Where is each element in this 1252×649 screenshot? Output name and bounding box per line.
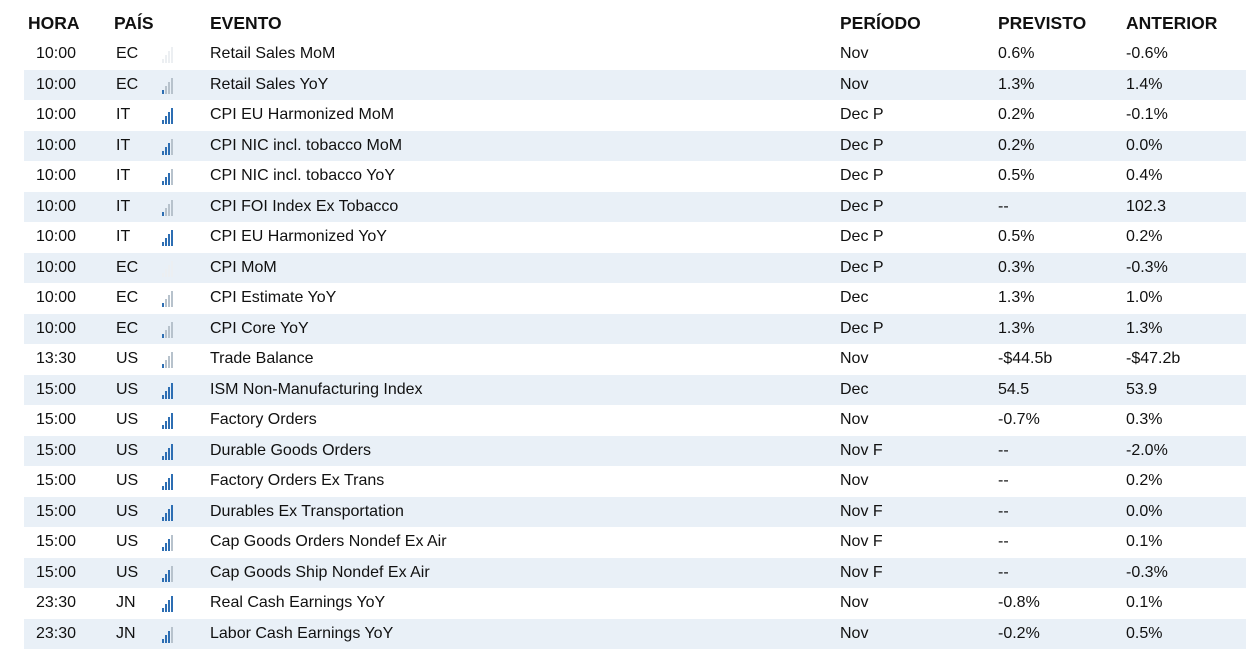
- cell-anterior: -0.3%: [1126, 558, 1168, 589]
- importance-bars-icon: [162, 200, 173, 216]
- importance-bar: [168, 478, 170, 490]
- importance-bars-icon: [162, 261, 173, 277]
- cell-periodo: Dec P: [840, 131, 884, 162]
- importance-bar: [165, 299, 167, 307]
- importance-bar: [165, 147, 167, 155]
- importance-bar: [168, 539, 170, 551]
- importance-bar: [165, 360, 167, 368]
- cell-hora: 15:00: [36, 497, 76, 528]
- importance-bar: [165, 330, 167, 338]
- importance-bar: [165, 452, 167, 460]
- importance-bar: [171, 627, 173, 643]
- importance-bar: [165, 574, 167, 582]
- cell-anterior: 1.4%: [1126, 70, 1162, 101]
- cell-evento: Cap Goods Orders Nondef Ex Air: [210, 527, 447, 558]
- cell-periodo: Nov: [840, 619, 868, 649]
- cell-anterior: -0.6%: [1126, 39, 1168, 70]
- cell-anterior: 53.9: [1126, 375, 1157, 406]
- importance-bar: [168, 143, 170, 155]
- cell-previsto: 1.3%: [998, 70, 1034, 101]
- importance-bars-icon: [162, 352, 173, 368]
- importance-bar: [165, 177, 167, 185]
- importance-bar: [171, 566, 173, 582]
- table-row[interactable]: [24, 436, 1246, 467]
- importance-bars-icon: [162, 535, 173, 551]
- cell-hora: 10:00: [36, 100, 76, 131]
- importance-bar: [162, 90, 164, 94]
- cell-evento: CPI EU Harmonized YoY: [210, 222, 387, 253]
- importance-bar: [162, 120, 164, 124]
- importance-bar: [165, 635, 167, 643]
- cell-previsto: 1.3%: [998, 283, 1034, 314]
- cell-periodo: Nov F: [840, 558, 883, 589]
- importance-bar: [162, 334, 164, 338]
- table-row[interactable]: [24, 375, 1246, 406]
- cell-evento: ISM Non-Manufacturing Index: [210, 375, 423, 406]
- table-row[interactable]: [24, 283, 1246, 314]
- importance-bar: [162, 242, 164, 246]
- importance-bar: [171, 200, 173, 216]
- cell-evento: CPI NIC incl. tobacco MoM: [210, 131, 402, 162]
- cell-hora: 15:00: [36, 466, 76, 497]
- cell-pais: US: [116, 527, 138, 558]
- importance-bar: [165, 55, 167, 63]
- table-header: [24, 8, 1246, 39]
- importance-bar: [171, 505, 173, 521]
- cell-evento: CPI EU Harmonized MoM: [210, 100, 394, 131]
- table-row[interactable]: [24, 527, 1246, 558]
- importance-bar: [168, 417, 170, 429]
- cell-hora: 15:00: [36, 527, 76, 558]
- cell-anterior: 1.0%: [1126, 283, 1162, 314]
- cell-previsto: 54.5: [998, 375, 1029, 406]
- table-row[interactable]: [24, 131, 1246, 162]
- header-evento[interactable]: EVENTO: [210, 8, 282, 39]
- cell-pais: JN: [116, 619, 136, 649]
- importance-bar: [165, 86, 167, 94]
- cell-pais: US: [116, 344, 138, 375]
- cell-periodo: Nov: [840, 39, 868, 70]
- cell-previsto: 0.5%: [998, 161, 1034, 192]
- cell-pais: IT: [116, 222, 130, 253]
- cell-hora: 10:00: [36, 39, 76, 70]
- cell-evento: Trade Balance: [210, 344, 313, 375]
- cell-pais: EC: [116, 70, 138, 101]
- cell-periodo: Dec P: [840, 314, 884, 345]
- cell-periodo: Nov: [840, 466, 868, 497]
- cell-anterior: 0.5%: [1126, 619, 1162, 649]
- cell-anterior: -0.1%: [1126, 100, 1168, 131]
- table-row[interactable]: [24, 100, 1246, 131]
- cell-pais: US: [116, 497, 138, 528]
- importance-bar: [168, 234, 170, 246]
- importance-bar: [171, 596, 173, 612]
- importance-bars-icon: [162, 139, 173, 155]
- cell-previsto: 0.2%: [998, 131, 1034, 162]
- importance-bar: [171, 474, 173, 490]
- importance-bars-icon: [162, 108, 173, 124]
- importance-bar: [162, 181, 164, 185]
- table-row[interactable]: [24, 222, 1246, 253]
- cell-evento: Factory Orders: [210, 405, 317, 436]
- cell-evento: Real Cash Earnings YoY: [210, 588, 385, 619]
- cell-pais: IT: [116, 161, 130, 192]
- importance-bar: [171, 444, 173, 460]
- cell-evento: Factory Orders Ex Trans: [210, 466, 384, 497]
- cell-hora: 23:30: [36, 588, 76, 619]
- cell-pais: US: [116, 466, 138, 497]
- cell-anterior: 0.1%: [1126, 527, 1162, 558]
- cell-previsto: --: [998, 436, 1009, 467]
- importance-bar: [162, 212, 164, 216]
- table-row[interactable]: [24, 466, 1246, 497]
- importance-bar: [162, 517, 164, 521]
- importance-bar: [171, 352, 173, 368]
- importance-bars-icon: [162, 230, 173, 246]
- cell-hora: 10:00: [36, 314, 76, 345]
- importance-bar: [168, 631, 170, 643]
- table-row[interactable]: [24, 314, 1246, 345]
- cell-evento: Cap Goods Ship Nondef Ex Air: [210, 558, 430, 589]
- importance-bar: [168, 204, 170, 216]
- importance-bar: [171, 291, 173, 307]
- importance-bar: [162, 578, 164, 582]
- cell-periodo: Nov F: [840, 527, 883, 558]
- importance-bars-icon: [162, 322, 173, 338]
- importance-bar: [168, 51, 170, 63]
- importance-bar: [171, 139, 173, 155]
- cell-pais: EC: [116, 253, 138, 284]
- cell-anterior: -$47.2b: [1126, 344, 1180, 375]
- cell-anterior: 0.0%: [1126, 131, 1162, 162]
- cell-evento: CPI MoM: [210, 253, 277, 284]
- table-row[interactable]: [24, 39, 1246, 70]
- table-body: [24, 39, 1246, 649]
- cell-hora: 10:00: [36, 161, 76, 192]
- cell-periodo: Nov: [840, 70, 868, 101]
- cell-evento: Retail Sales YoY: [210, 70, 328, 101]
- cell-pais: US: [116, 375, 138, 406]
- importance-bar: [171, 230, 173, 246]
- cell-evento: CPI FOI Index Ex Tobacco: [210, 192, 398, 223]
- importance-bar: [168, 326, 170, 338]
- cell-previsto: -0.7%: [998, 405, 1040, 436]
- cell-pais: EC: [116, 39, 138, 70]
- importance-bars-icon: [162, 291, 173, 307]
- header-anterior[interactable]: ANTERIOR: [1126, 8, 1217, 39]
- importance-bar: [162, 639, 164, 643]
- cell-evento: Durable Goods Orders: [210, 436, 371, 467]
- importance-bars-icon: [162, 169, 173, 185]
- importance-bars-icon: [162, 505, 173, 521]
- header-hora[interactable]: HORA: [28, 8, 80, 39]
- importance-bars-icon: [162, 566, 173, 582]
- cell-pais: US: [116, 558, 138, 589]
- cell-periodo: Dec P: [840, 253, 884, 284]
- cell-periodo: Nov: [840, 588, 868, 619]
- importance-bar: [165, 208, 167, 216]
- header-previsto[interactable]: PREVISTO: [998, 8, 1086, 39]
- cell-hora: 13:30: [36, 344, 76, 375]
- importance-bar: [165, 238, 167, 246]
- importance-bar: [171, 78, 173, 94]
- cell-anterior: 0.3%: [1126, 405, 1162, 436]
- importance-bar: [165, 421, 167, 429]
- cell-evento: Durables Ex Transportation: [210, 497, 404, 528]
- cell-anterior: -0.3%: [1126, 253, 1168, 284]
- cell-periodo: Nov F: [840, 497, 883, 528]
- cell-hora: 15:00: [36, 436, 76, 467]
- table-row[interactable]: [24, 588, 1246, 619]
- cell-periodo: Dec: [840, 375, 868, 406]
- importance-bar: [165, 116, 167, 124]
- cell-hora: 15:00: [36, 558, 76, 589]
- cell-periodo: Dec: [840, 283, 868, 314]
- cell-pais: IT: [116, 131, 130, 162]
- cell-previsto: -$44.5b: [998, 344, 1052, 375]
- importance-bar: [165, 513, 167, 521]
- header-pais[interactable]: PAÍS: [114, 8, 154, 39]
- cell-previsto: 0.5%: [998, 222, 1034, 253]
- importance-bar: [171, 169, 173, 185]
- cell-previsto: 0.6%: [998, 39, 1034, 70]
- importance-bars-icon: [162, 78, 173, 94]
- cell-evento: CPI NIC incl. tobacco YoY: [210, 161, 395, 192]
- cell-previsto: --: [998, 192, 1009, 223]
- table-row[interactable]: [24, 344, 1246, 375]
- cell-periodo: Nov: [840, 405, 868, 436]
- cell-previsto: 0.2%: [998, 100, 1034, 131]
- table-row[interactable]: [24, 161, 1246, 192]
- importance-bars-icon: [162, 596, 173, 612]
- importance-bars-icon: [162, 47, 173, 63]
- table-row[interactable]: [24, 405, 1246, 436]
- importance-bar: [168, 570, 170, 582]
- cell-previsto: --: [998, 497, 1009, 528]
- importance-bar: [165, 543, 167, 551]
- importance-bars-icon: [162, 444, 173, 460]
- importance-bar: [162, 486, 164, 490]
- importance-bar: [165, 391, 167, 399]
- cell-hora: 23:30: [36, 619, 76, 649]
- importance-bar: [168, 448, 170, 460]
- cell-previsto: --: [998, 466, 1009, 497]
- cell-anterior: 102.3: [1126, 192, 1166, 223]
- cell-previsto: --: [998, 527, 1009, 558]
- importance-bars-icon: [162, 627, 173, 643]
- cell-pais: US: [116, 436, 138, 467]
- cell-anterior: 0.2%: [1126, 222, 1162, 253]
- cell-hora: 10:00: [36, 70, 76, 101]
- cell-anterior: 0.1%: [1126, 588, 1162, 619]
- table-row[interactable]: [24, 192, 1246, 223]
- cell-hora: 10:00: [36, 222, 76, 253]
- importance-bar: [162, 273, 164, 277]
- table-row[interactable]: [24, 497, 1246, 528]
- importance-bar: [168, 600, 170, 612]
- cell-periodo: Dec P: [840, 161, 884, 192]
- cell-periodo: Dec P: [840, 222, 884, 253]
- table-row[interactable]: [24, 619, 1246, 649]
- economic-calendar-table: [24, 8, 1246, 649]
- importance-bars-icon: [162, 413, 173, 429]
- importance-bar: [168, 387, 170, 399]
- cell-evento: Retail Sales MoM: [210, 39, 335, 70]
- cell-anterior: 0.4%: [1126, 161, 1162, 192]
- importance-bar: [165, 482, 167, 490]
- importance-bar: [168, 356, 170, 368]
- cell-hora: 10:00: [36, 192, 76, 223]
- importance-bar: [162, 395, 164, 399]
- table-row[interactable]: [24, 558, 1246, 589]
- cell-hora: 10:00: [36, 283, 76, 314]
- importance-bar: [168, 173, 170, 185]
- cell-anterior: 0.0%: [1126, 497, 1162, 528]
- importance-bars-icon: [162, 383, 173, 399]
- header-periodo[interactable]: PERÍODO: [840, 8, 921, 39]
- importance-bar: [171, 413, 173, 429]
- cell-pais: EC: [116, 283, 138, 314]
- cell-periodo: Nov F: [840, 436, 883, 467]
- cell-previsto: -0.8%: [998, 588, 1040, 619]
- importance-bar: [162, 364, 164, 368]
- importance-bar: [168, 82, 170, 94]
- cell-anterior: 1.3%: [1126, 314, 1162, 345]
- table-row[interactable]: [24, 253, 1246, 284]
- cell-previsto: 0.3%: [998, 253, 1034, 284]
- importance-bar: [162, 303, 164, 307]
- cell-hora: 10:00: [36, 131, 76, 162]
- importance-bar: [171, 322, 173, 338]
- cell-pais: JN: [116, 588, 136, 619]
- importance-bar: [168, 295, 170, 307]
- cell-anterior: 0.2%: [1126, 466, 1162, 497]
- cell-periodo: Dec P: [840, 100, 884, 131]
- cell-previsto: --: [998, 558, 1009, 589]
- cell-pais: IT: [116, 192, 130, 223]
- cell-pais: IT: [116, 100, 130, 131]
- importance-bar: [162, 608, 164, 612]
- importance-bar: [162, 151, 164, 155]
- cell-hora: 15:00: [36, 375, 76, 406]
- importance-bar: [165, 604, 167, 612]
- importance-bar: [171, 261, 173, 277]
- cell-pais: EC: [116, 314, 138, 345]
- cell-pais: US: [116, 405, 138, 436]
- cell-anterior: -2.0%: [1126, 436, 1168, 467]
- importance-bar: [162, 456, 164, 460]
- cell-previsto: -0.2%: [998, 619, 1040, 649]
- importance-bar: [162, 59, 164, 63]
- cell-evento: CPI Core YoY: [210, 314, 309, 345]
- cell-periodo: Nov: [840, 344, 868, 375]
- importance-bars-icon: [162, 474, 173, 490]
- cell-hora: 15:00: [36, 405, 76, 436]
- cell-previsto: 1.3%: [998, 314, 1034, 345]
- importance-bar: [165, 269, 167, 277]
- cell-hora: 10:00: [36, 253, 76, 284]
- importance-bar: [168, 112, 170, 124]
- importance-bar: [171, 108, 173, 124]
- cell-periodo: Dec P: [840, 192, 884, 223]
- cell-evento: Labor Cash Earnings YoY: [210, 619, 393, 649]
- importance-bar: [162, 425, 164, 429]
- cell-evento: CPI Estimate YoY: [210, 283, 336, 314]
- importance-bar: [162, 547, 164, 551]
- importance-bar: [171, 47, 173, 63]
- importance-bar: [168, 265, 170, 277]
- importance-bar: [168, 509, 170, 521]
- importance-bar: [171, 535, 173, 551]
- importance-bar: [171, 383, 173, 399]
- table-row[interactable]: [24, 70, 1246, 101]
